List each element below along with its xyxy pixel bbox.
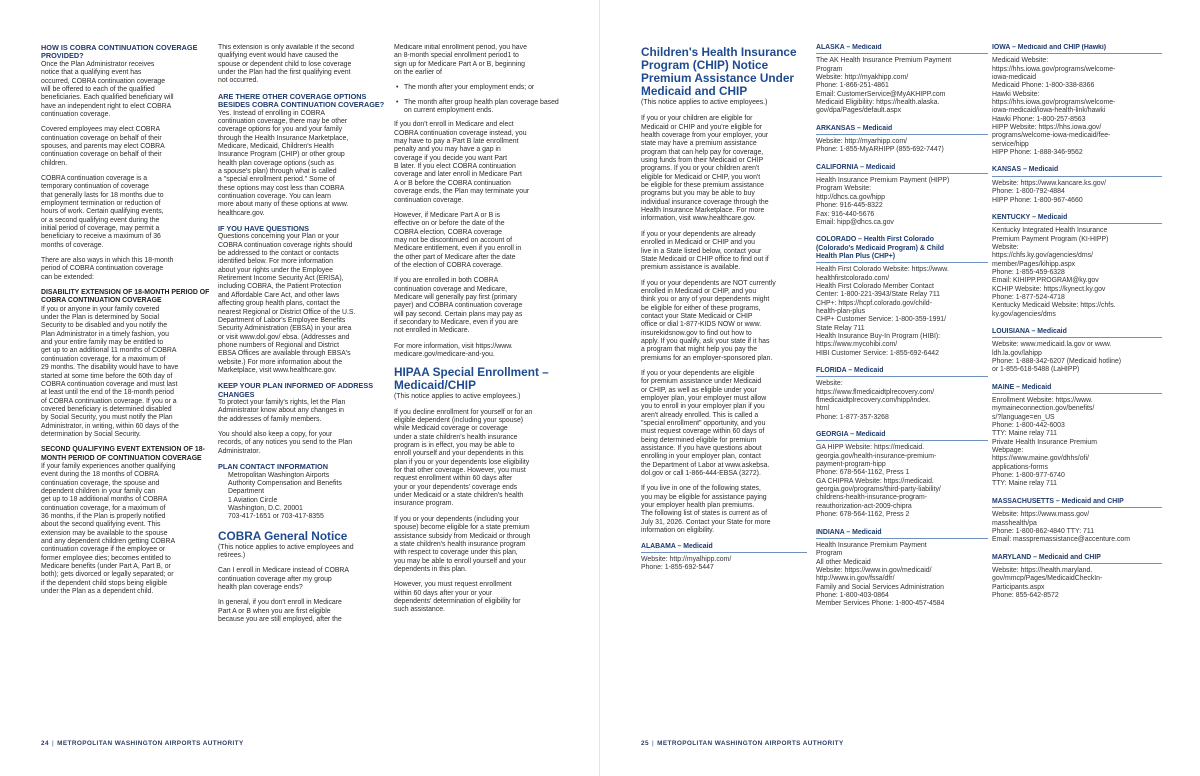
state-contact-line: Medicaid Phone: 1-800-338-8366 <box>992 82 1095 90</box>
state-contact-line: healthfirstcolorado.com/ <box>816 274 890 282</box>
footer-org: METROPOLITAN WASHINGTON AIRPORTS AUTHORITY <box>657 740 844 747</box>
paragraph: If you are enrolled in both COBRA continuation coverage and Medicare, Medicare will generally pay first (primary payer) and COBRA continuation coverage will pay second. Certain plans may pay as if secondary to Medicare, even if you are not enrolled in Medicare. <box>394 277 523 335</box>
state-contact-line: GA HIPP Website: https://medicaid. <box>816 444 925 452</box>
right-column-3 <box>992 44 1162 734</box>
state-contact-line: s/?language=en_US <box>992 413 1055 421</box>
section-heading: PLAN CONTACT INFORMATION <box>218 462 328 472</box>
contact-line: Washington, D.C. 20001 <box>228 504 303 512</box>
state-contact-line: Member Services Phone: 1-800-457-4584 <box>816 600 945 608</box>
state-contact-line: service/hipp <box>992 140 1029 148</box>
state-heading: LOUISIANA – Medicaid <box>992 328 1162 338</box>
paragraph: If you or your children are eligible for Medicaid or CHIP and you're eligible for health coverage from your employer, your state may have a premium assistance program that can help pay for coverage, using funds from their Medicaid or CHIP programs. If you or your children aren't eligible for Medicaid or CHIP, you won't be eligible for these premium assistance programs but you may be able to buy individual insurance coverage through the Health Insurance Marketplace. For more information, visit www.healthcare.gov. <box>641 115 769 223</box>
state-contact-line: Phone: 678-564-1162, Press 2 <box>816 511 910 519</box>
state-entry <box>992 214 1162 319</box>
state-contact-line: Phone: 1-800-442-6003 <box>992 422 1065 430</box>
state-contact-line: Health First Colorado Member Contact <box>816 282 934 290</box>
state-contact-line: State Relay 711 <box>816 324 865 332</box>
state-entry <box>992 498 1162 545</box>
state-contact-line: Phone: 1-800-403-0864 <box>816 591 889 599</box>
left-column-1 <box>41 44 213 734</box>
state-contact-line: iowa-medicaid <box>992 74 1037 82</box>
state-heading: KANSAS – Medicaid <box>992 166 1162 176</box>
state-contact-line: Phone: 1-855-459-6328 <box>992 268 1065 276</box>
section-heading: HOW IS COBRA CONTINUATION COVERAGE PROVIDED? <box>41 44 198 61</box>
state-contact-line: https://chfs.ky.gov/agencies/dms/ <box>992 252 1093 260</box>
state-contact-line: Medicaid Website: <box>992 57 1049 65</box>
contact-line: 1 Aviation Circle <box>228 496 278 504</box>
bullet-item: • The month after group health plan coverage based on current employment ends. <box>394 99 566 116</box>
paragraph: There are also ways in which this 18-month period of COBRA continuation coverage can be extended: <box>41 257 174 281</box>
state-contact-line: https://www.flmedicaidtplrecovery.com/ <box>816 388 935 396</box>
state-heading: INDIANA – Medicaid <box>816 529 988 539</box>
state-contact-line: Hawki Website: <box>992 90 1040 98</box>
state-entry <box>992 44 1162 157</box>
paragraph: If you or your dependents are eligible for premium assistance under Medicaid or CHIP, as well as eligible under your employer plan, your employer must allow you to enroll in your employer plan if you aren't already enrolled. This is called a "special enrollment" opportunity, and you must request coverage within 60 days of being determined eligible for premium assistance. If you have questions about enrolling in your employer plan, contact the Department of Labor at www.askebsa. dol.gov or call 1-866-444-EBSA (3272). <box>641 369 770 478</box>
state-contact-line: Premium Payment Program (KI-HIPP) <box>992 235 1109 243</box>
contact-line: Authority Compensation and Benefits <box>228 479 342 487</box>
state-heading: IOWA – Medicaid and CHIP (Hawki) <box>992 44 1162 54</box>
state-contact-line: http://www.in.gov/fssa/dfr/ <box>816 575 895 583</box>
state-entry <box>816 164 988 227</box>
state-contact-line: GA CHIPRA Website: https://medicaid. <box>816 477 934 485</box>
state-contact-line: Center: 1-800-221-3943/State Relay 711 <box>816 291 940 299</box>
state-entry <box>992 166 1162 204</box>
state-contact-line: CHP+ Customer Service: 1-800-359-1991/ <box>816 316 947 324</box>
state-heading: ALABAMA – Medicaid <box>641 543 807 553</box>
paragraph: However, you must request enrollment within 60 days after your or your dependents' determination of eligibility for such assistance. <box>394 581 521 614</box>
state-contact-line: Health Insurance Premium Payment <box>816 541 927 549</box>
state-contact-line: Phone: 855-642-8572 <box>992 591 1059 599</box>
state-entry <box>992 384 1162 489</box>
state-heading: MASSACHUSETTS – Medicaid and CHIP <box>992 498 1162 508</box>
paragraph: You should also keep a copy, for your records, of any notices you send to the Plan Administrator. <box>218 431 353 455</box>
state-contact-line: The AK Health Insurance Premium Payment <box>816 57 952 65</box>
state-contact-line: http://dhcs.ca.gov/hipp <box>816 193 885 201</box>
state-contact-line: TTY: Maine relay 711 <box>992 480 1057 488</box>
notice-title: HIPAA Special Enrollment – Medicaid/CHIP <box>394 365 549 393</box>
state-contact-line: Health First Colorado Website: https://www. <box>816 266 949 274</box>
state-contact-line: Phone: 1-800-862-4840 TTY: 711 <box>992 527 1095 535</box>
state-contact-line: Website: https://health.maryland. <box>992 566 1093 574</box>
paragraph: If you don't enroll in Medicare and elect COBRA continuation coverage instead, you may have to pay a Part B late enrollment penalty and you may have a gap in coverage if you decide you want Part B later. If you elect COBRA continuation coverage and later enroll in Medicare Part A or B before the COBRA continuation coverage ends, the Plan may terminate your continuation coverage. <box>394 121 530 204</box>
contact-line: Metropolitan Washington Airports <box>228 471 330 479</box>
state-contact-line: Kentucky Medicaid Website: https://chfs. <box>992 302 1116 310</box>
state-heading: GEORGIA – Medicaid <box>816 431 988 441</box>
state-contact-line: Private Health Insurance Premium <box>992 438 1097 446</box>
subsection-heading: SECOND QUALIFYING EVENT EXTENSION OF 18-MONTH PERIOD OF CONTINUATION COVERAGE <box>41 446 205 462</box>
state-contact-line: health-plan-plus <box>816 307 866 315</box>
state-contact-line: Website: https://www.mass.gov/ <box>992 511 1090 519</box>
paragraph: If you decline enrollment for yourself or for an eligible dependent (including your spouse) while Medicaid coverage or coverage under a state children's health insurance program is in effect, you may be able to enroll yourself and your dependents in this plan if you or your dependents lose eligibility for that other coverage. However, you must request enrollment within 60 days after your or your dependents' coverage ends under Medicaid or a state children's health insurance program. <box>394 408 533 508</box>
paragraph: However, if Medicare Part A or B is effective on or before the date of the COBRA election, COBRA coverage may not be discontinued on account of Medicare entitlement, even if you enroll in the other part of Medicare after the date of the election of COBRA coverage. <box>394 211 522 269</box>
right-page <box>600 0 1200 776</box>
notice-applies: (This notice applies to active employees.) <box>641 99 768 106</box>
state-contact-line: iowa-medicaid/iowa-health-link/hawki <box>992 107 1106 115</box>
state-contact-line: Health Insurance Buy-In Program (HIBI): <box>816 332 941 340</box>
paragraph: If you or anyone in your family covered under the Plan is determined by Social Security to be disabled and you notify the Plan Administrator in a timely fashion, you and your entire family may be entitled to get up to an additional 11 months of COBRA continuation coverage, for a maximum of 29 months. The disability would have to have started at some time before the 60th day of COBRA continuation coverage and must last at least until the end of the 18-month period of COBRA continuation coverage. If you or a covered beneficiary is determined disabled by Social Security, you must notify the Plan Administrator, in writing, within 60 days of the determination by Social Security. <box>41 305 179 438</box>
state-entry <box>816 529 988 609</box>
left-column-3 <box>394 44 566 734</box>
paragraph: Yes. Instead of enrolling in COBRA continuation coverage, there may be other coverage options for you and your family through the Health Insurance Marketplace, Medicare, Medicaid, Children's Health Insurance Program (CHIP) or other group health plan coverage options (such as a spouse's plan) through what is called a "special enrollment period." Some of these options may cost less than COBRA continuation coverage. You can learn more about many of these options at www. healthcare.gov. <box>218 109 349 217</box>
footer-org: METROPOLITAN WASHINGTON AIRPORTS AUTHORITY <box>57 740 244 747</box>
left-column-2 <box>218 44 390 734</box>
state-contact-line: Website: http://myalhipp.com/ <box>641 555 732 563</box>
subsection-heading: DISABILITY EXTENSION OF 18-MONTH PERIOD OF COBRA CONTINUATION COVERAGE <box>41 289 210 305</box>
left-page-footer: 24 | METROPOLITAN WASHINGTON AIRPORTS AUTHORITY <box>41 740 244 747</box>
page-number: 25 <box>641 740 649 747</box>
state-entry <box>816 367 988 422</box>
paragraph: Can I enroll in Medicare instead of COBRA continuation coverage after my group health plan coverage ends? <box>218 567 349 591</box>
state-contact-line: Program <box>816 65 843 73</box>
section-heading: ARE THERE OTHER COVERAGE OPTIONS BESIDES COBRA CONTINUATION COVERAGE? <box>218 91 385 110</box>
state-contact-line: https://www.maine.gov/dhhs/ofi/ <box>992 455 1089 463</box>
state-entry <box>992 554 1162 601</box>
state-contact-line: KCHIP Website: https://kynect.ky.gov <box>992 285 1106 293</box>
state-contact-line: TTY: Maine relay 711 <box>992 430 1057 438</box>
state-contact-line: gov/dpa/Pages/default.aspx <box>816 107 902 115</box>
state-contact-line: Program Website: <box>816 185 872 193</box>
state-contact-line: Fax: 916-440-5676 <box>816 210 875 218</box>
state-contact-line: Website: www.medicaid.la.gov or www. <box>992 341 1112 349</box>
state-contact-line: Phone: 1-855-692-5447 <box>641 564 714 572</box>
state-contact-line: Phone: 1-866-251-4861 <box>816 82 889 90</box>
right-column-1 <box>641 44 807 734</box>
state-contact-line: childrens-health-insurance-program- <box>816 494 928 502</box>
state-contact-line: Website: <box>816 380 843 388</box>
paragraph: If you or your dependents (including your spouse) become eligible for a state premium assistance subsidy from Medicaid or through a state children's health insurance program with respect to coverage under this plan, you may be able to enroll yourself and your dependents in this plan. <box>394 515 531 573</box>
state-contact-line: HIPP Phone: 1-800-967-4660 <box>992 196 1083 204</box>
state-contact-line: Family and Social Services Administration <box>816 583 944 591</box>
state-contact-line: html <box>816 405 830 413</box>
notice-title: Children's Health Insurance Program (CHIP) Notice Premium Assistance Under Medicaid and CHIP <box>641 45 797 98</box>
state-contact-line: Website: <box>992 243 1019 251</box>
plan-contact-block <box>218 472 390 522</box>
state-contact-line: Website: http://myakhipp.com/ <box>816 74 909 82</box>
state-contact-line: Participants.aspx <box>992 583 1045 591</box>
state-contact-line: All other Medicaid <box>816 558 871 566</box>
state-contact-line: ky.gov/agencies/dms <box>992 310 1056 318</box>
state-contact-line: Phone: 678-564-1162, Press 1 <box>816 469 910 477</box>
paragraph: Covered employees may elect COBRA continuation coverage on behalf of their spouses, and parents may elect COBRA continuation coverage on behalf of their children. <box>41 126 165 167</box>
paragraph: (This notice applies to active employees and retirees.) <box>218 543 354 559</box>
state-contact-line: HIPP Website: https://hhs.iowa.gov/ <box>992 124 1102 132</box>
state-contact-line: https://www.mycohibi.com/ <box>816 341 898 349</box>
section-heading: KEEP YOUR PLAN INFORMED OF ADDRESS CHANGES <box>218 381 374 399</box>
state-contact-line: applications-forms <box>992 463 1048 471</box>
state-contact-line: or 1-855-618-5488 (LaHIPP) <box>992 366 1080 374</box>
state-contact-line: programs/welcome-iowa-medicaid/fee- <box>992 132 1111 140</box>
paragraph: To protect your family's rights, let the Plan Administrator know about any changes in the addresses of family members. <box>218 399 346 423</box>
page-number: 24 <box>41 740 49 747</box>
state-entry <box>992 328 1162 375</box>
paragraph: Once the Plan Administrator receives notice that a qualifying event has occurred, COBRA continuation coverage will be offered to each of the qualified beneficiaries. Each qualified beneficiary will have an independent right to elect COBRA continuation coverage. <box>41 60 174 118</box>
state-contact-line: payment-program-hipp <box>816 461 886 469</box>
state-contact-line: ldh.la.gov/lahipp <box>992 349 1042 357</box>
state-heading: MARYLAND – Medicaid and CHIP <box>992 554 1162 564</box>
state-contact-line: HIPP Phone: 1-888-346-9562 <box>992 149 1083 157</box>
state-contact-line: Email: KIHIPP.PROGRAM@ky.gov <box>992 277 1099 285</box>
right-column-2 <box>816 44 988 734</box>
state-entry <box>816 431 988 519</box>
state-heading: COLORADO – Health First Colorado (Colorado's Medicaid Program) & Child Health Plan Plus (CHP+) <box>816 236 988 263</box>
contact-line: 703-417-1651 or 703-417-8355 <box>228 513 324 521</box>
state-contact-line: Website: http://myarhipp.com/ <box>816 138 908 146</box>
paragraph: (This notice applies to active employees.) <box>394 393 521 401</box>
state-contact-line: mymaineconnection.gov/benefits/ <box>992 405 1095 413</box>
paragraph: If you or your dependents are already enrolled in Medicaid or CHIP and you live in a State listed below, contact your State Medicaid or CHIP office to find out if premium assistance is available. <box>641 230 769 272</box>
state-contact-line: Phone: 1-888-342-6207 (Medicaid hotline) <box>992 358 1122 365</box>
notice-title: COBRA General Notice <box>218 528 348 543</box>
state-contact-line: masshealth/pa <box>992 519 1037 527</box>
paragraph: If you or your dependents are NOT currently enrolled in Medicaid or CHIP, and you think you or any of your dependents might be eligible for either of these programs, contact your State Medicaid or CHIP office or dial 1-877-KIDS NOW or www. insurekidsnow.gov to find out how to apply. If you qualify, ask your state if it has a program that might help you pay the premiums for an employer-sponsored plan. <box>641 279 776 362</box>
state-contact-line: georgia.gov/health-insurance-premium- <box>816 452 937 460</box>
section-heading: IF YOU HAVE QUESTIONS <box>218 224 309 233</box>
state-contact-line: georgia.gov/programs/third-party-liability/ <box>816 486 941 494</box>
paragraph: If you live in one of the following states, you may be eligible for assistance paying your employer health plan premiums. The following list of states is current as of July 31, 2026. Contact your State for more information on eligibility. <box>641 485 771 535</box>
state-contact-line: gov/mmcp/Pages/MedicaidCheckIn- <box>992 575 1103 583</box>
state-contact-line: Phone: 1-855-MyARHIPP (855-692-7447) <box>816 146 944 154</box>
state-contact-line: flmedicaidtplrecovery.com/hipp/index. <box>816 397 931 405</box>
paragraph: In general, if you don't enroll in Medicare Part A or B when you are first eligible because you are still employed, after the <box>218 599 342 623</box>
state-contact-line: Program <box>816 550 843 558</box>
state-contact-line: CHP+: https://hcpf.colorado.gov/child- <box>816 299 932 307</box>
paragraph: This extension is only available if the second qualifying event would have caused the spouse or dependent child to lose coverage under the Plan had the first qualifying event not occurred. <box>218 44 354 85</box>
bullet-item: • The month after your employment ends; or <box>394 84 566 92</box>
state-contact-line: Hawki Phone: 1-800-257-8563 <box>992 115 1086 123</box>
state-contact-line: Phone: 1-877-524-4718 <box>992 293 1065 301</box>
paragraph: If your family experiences another qualifying event during the 18 months of COBRA continuation coverage, the spouse and dependent children in your family can get up to 18 additional months of COBRA continuation coverage, for a maximum of 36 months, if the Plan is properly notified about the second qualifying event. This extension may be available to the spouse and any dependent children getting COBRA continuation coverage if the employee or former employee dies; becomes entitled to Medicare benefits (under Part A, Part B, or both); gets divorced or legally separated; or if the dependent child stops being eligible under the Plan as a dependent child. <box>41 462 176 596</box>
paragraph: Medicare initial enrollment period, you have an 8-month special enrollment period1 to sign up for Medicare Part A or B, beginning on the earlier of <box>394 44 527 77</box>
state-heading: MAINE – Medicaid <box>992 384 1162 394</box>
state-contact-line: Phone: 916-445-8322 <box>816 202 883 210</box>
state-heading: KENTUCKY – Medicaid <box>992 214 1162 224</box>
state-contact-line: Website: https://www.in.gov/medicaid/ <box>816 566 932 574</box>
state-heading: ARKANSAS – Medicaid <box>816 125 988 135</box>
state-entry <box>816 44 988 116</box>
state-contact-line: Kentucky Integrated Health Insurance <box>992 227 1108 235</box>
state-contact-line: Medicaid Eligibility: https://health.alaska. <box>816 99 940 107</box>
state-contact-line: HIBI Customer Service: 1-855-692-6442 <box>816 349 939 357</box>
state-entry <box>816 236 988 358</box>
state-contact-line: Website: https://www.kancare.ks.gov/ <box>992 179 1106 187</box>
right-page-footer: 25 | METROPOLITAN WASHINGTON AIRPORTS AUTHORITY <box>641 740 844 747</box>
state-contact-line: Enrollment Website: https://www. <box>992 397 1093 405</box>
state-contact-line: member/Pages/kihipp.aspx <box>992 260 1076 268</box>
paragraph: COBRA continuation coverage is a temporary continuation of coverage that generally lasts for 18 months due to employment termination or reduction of hours of work. Certain qualifying events, or a second qualifying event during the initial period of coverage, may permit a beneficiary to receive a maximum of 36 months of coverage. <box>41 174 164 249</box>
state-contact-line: https://hhs.iowa.gov/programs/welcome- <box>992 65 1116 73</box>
state-contact-line: Email: hipp@dhcs.ca.gov <box>816 218 894 226</box>
state-contact-line: Email: CustomerService@MyAKHIPP.com <box>816 90 946 98</box>
state-entry <box>816 125 988 155</box>
contact-line: Department <box>228 488 265 496</box>
state-contact-line: Phone: 1-800-792-4884 <box>992 188 1065 196</box>
state-contact-line: https://hhs.iowa.gov/programs/welcome- <box>992 99 1116 107</box>
state-contact-line: Health Insurance Premium Payment (HIPP) <box>816 177 950 185</box>
state-contact-line: reauthorization-act-2009-chipra <box>816 502 912 510</box>
state-heading: ALASKA – Medicaid <box>816 44 988 54</box>
state-contact-line: Email: masspremassistance@accenture.com <box>992 536 1130 544</box>
state-contact-line: Phone: 1-800-977-6740 <box>992 472 1065 480</box>
state-heading: FLORIDA – Medicaid <box>816 367 988 377</box>
state-entry <box>641 543 807 573</box>
paragraph: For more information, visit https://www. medicare.gov/medicare-and-you. <box>394 342 513 358</box>
state-contact-line: Webpage: <box>992 447 1024 455</box>
paragraph: Questions concerning your Plan or your COBRA continuation coverage rights should be addressed to the contact or contacts identified below. For more information about your rights under the Employee Retirement Income Security Act (ERISA), including COBRA, the Patient Protection and Affordable Care Act, and other laws affecting group health plans, contact the nearest Regional or District Office of the U.S. Department of Labor's Employee Benefits Security Administration (EBSA) in your area or visit www.dol.gov/ ebsa. (Addresses and phone numbers of Regional and District EBSA Offices are available through EBSA's website.) For more information about the Marketplace, visit www.healthcare.gov. <box>218 233 356 374</box>
state-contact-line: Phone: 1-877-357-3268 <box>816 413 889 421</box>
state-heading: CALIFORNIA – Medicaid <box>816 164 988 174</box>
